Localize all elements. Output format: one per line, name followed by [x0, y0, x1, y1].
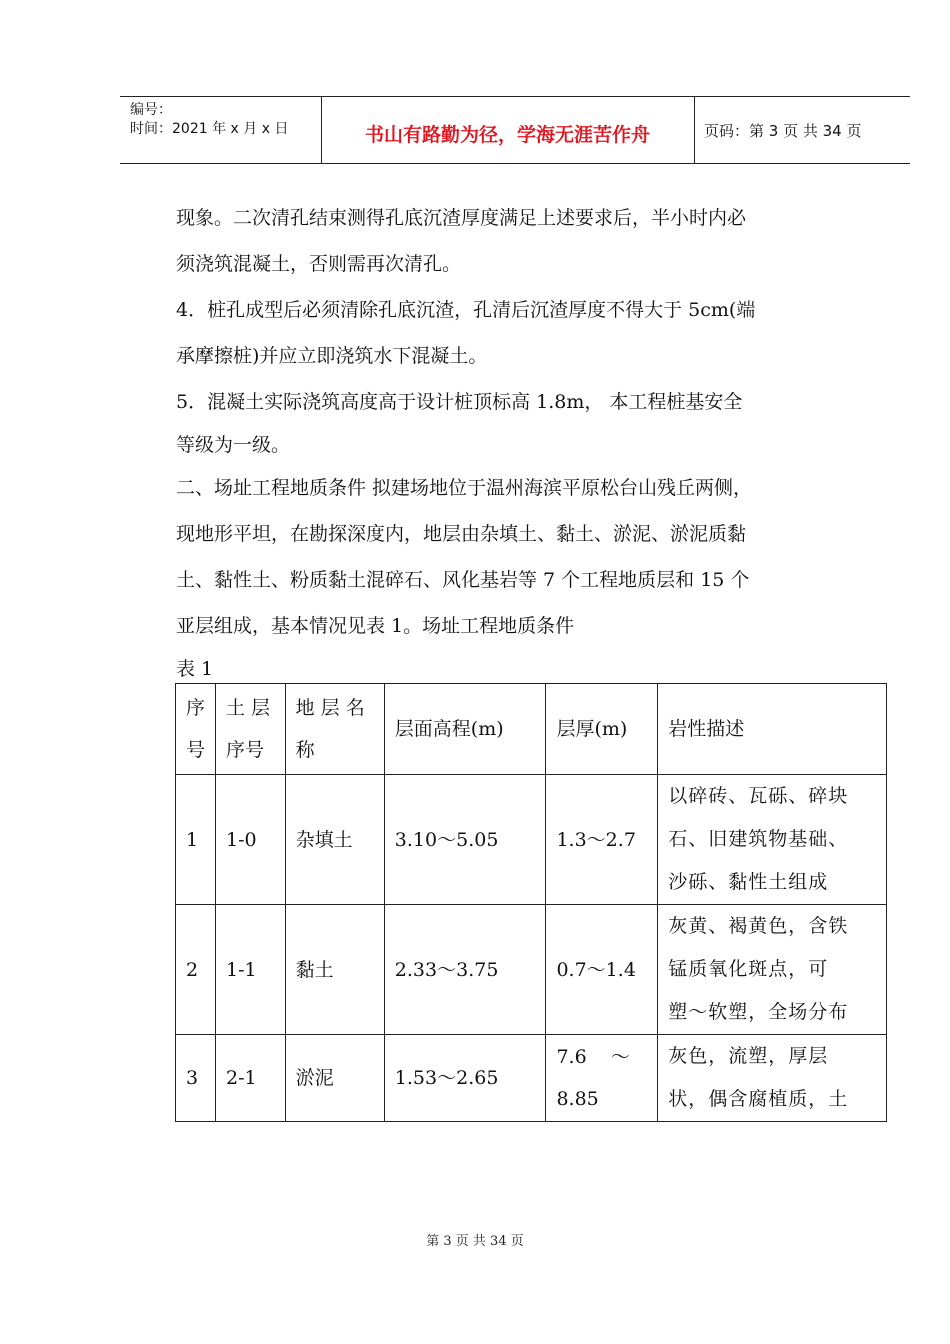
body-line: 5．混凝土实际浇筑高度高于设计桩顶标高 1.8m， 本工程桩基安全: [176, 391, 743, 413]
document-number-label: 编号：: [130, 102, 172, 118]
header-seq: 序 号: [176, 684, 216, 775]
body-line: 须浇筑混凝土，否则需再次清孔。: [176, 253, 462, 275]
cell-description: 灰黄、褐黄色，含铁 锰质氧化斑点，可 塑～软塑，全场分布: [658, 905, 887, 1035]
body-line: 现地形平坦，在勘探深度内，地层由杂填土、黏土、淤泥、淤泥质黏: [176, 523, 747, 545]
table-row: [176, 775, 887, 905]
page-header: [120, 96, 910, 164]
cell-layer-name: 杂填土: [285, 775, 384, 905]
body-text: [176, 195, 881, 689]
table-row: [176, 1035, 887, 1122]
cell-layer-no: 1-0: [216, 775, 286, 905]
body-line: 现象。二次清孔结束测得孔底沉渣厚度满足上述要求后，半小时内必: [176, 207, 747, 229]
cell-layer-no: 2-1: [216, 1035, 286, 1122]
body-line: 二、场址工程地质条件 拟建场地位于温州海滨平原松台山残丘两侧，: [176, 477, 753, 499]
cell-thickness: 1.3～2.7: [546, 775, 658, 905]
cell-layer-name: 黏土: [285, 905, 384, 1035]
header-thickness: 层厚(m): [546, 684, 658, 775]
body-line: 等级为一级。: [176, 434, 291, 456]
header-layer-no: 土 层 序号: [216, 684, 286, 775]
cell-seq: 3: [176, 1035, 216, 1122]
cell-thickness: 7.6 ～ 8.85: [546, 1035, 658, 1122]
body-line: 承摩擦桩)并应立即浇筑水下混凝土。: [176, 345, 488, 367]
body-line: 土、黏性土、粉质黏土混碎石、风化基岩等 7 个工程地质层和 15 个: [176, 569, 750, 591]
header-motto: 书山有路勤为径，学海无涯苦作舟: [364, 124, 650, 146]
cell-thickness: 0.7～1.4: [546, 905, 658, 1035]
cell-description: 灰色，流塑，厚层 状，偶含腐植质，土: [658, 1035, 887, 1122]
header-elevation: 层面高程(m): [384, 684, 546, 775]
header-page-label: 页码：第 3 页 共 34 页: [704, 122, 862, 140]
table-row: [176, 905, 887, 1035]
body-line: 亚层组成，基本情况见表 1。场址工程地质条件: [176, 615, 575, 637]
document-date-label: 时间：2021 年 x 月 x 日: [130, 121, 289, 137]
header-layer-name: 地 层 名 称: [285, 684, 384, 775]
body-line: 4．桩孔成型后必须清除孔底沉渣，孔清后沉渣厚度不得大于 5cm(端: [176, 299, 756, 321]
cell-description: 以碎砖、瓦砾、碎块 石、旧建筑物基础、 沙砾、黏性土组成: [658, 775, 887, 905]
table-caption: 表 1: [176, 658, 214, 680]
cell-layer-no: 1-1: [216, 905, 286, 1035]
header-top-rule: [120, 96, 910, 97]
header-divider: [694, 96, 695, 164]
cell-elevation: 3.10～5.05: [384, 775, 546, 905]
geology-table: [175, 683, 887, 1122]
cell-layer-name: 淤泥: [285, 1035, 384, 1122]
cell-elevation: 1.53～2.65: [384, 1035, 546, 1122]
page-footer: 第 3 页 共 34 页: [426, 1234, 524, 1249]
cell-seq: 1: [176, 775, 216, 905]
cell-seq: 2: [176, 905, 216, 1035]
table-header-row: [176, 684, 887, 775]
cell-elevation: 2.33～3.75: [384, 905, 546, 1035]
header-description: 岩性描述: [658, 684, 887, 775]
header-bottom-rule: [120, 163, 910, 164]
